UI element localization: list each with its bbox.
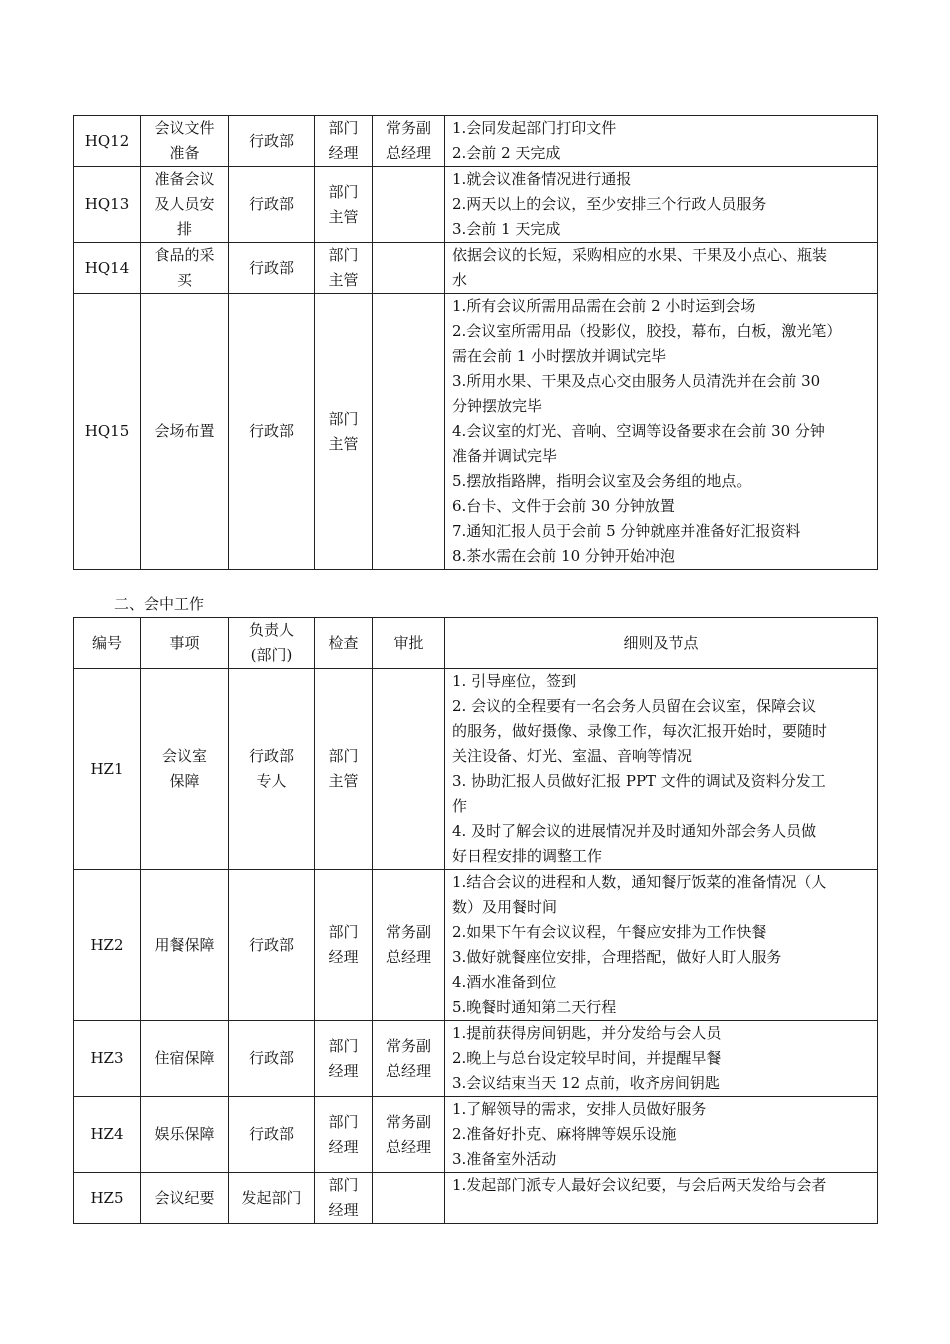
row-check: 部门 经理 (315, 1097, 373, 1173)
table-row (74, 167, 878, 243)
row-id: HZ4 (74, 1097, 141, 1173)
row-owner: 行政部 (229, 294, 315, 570)
row-approve (373, 1173, 445, 1224)
row-id: HQ14 (74, 243, 141, 294)
row-item: 用餐保障 (141, 870, 229, 1021)
row-item: 住宿保障 (141, 1021, 229, 1097)
row-details: 1.会同发起部门打印文件 2.会前 2 天完成 (445, 116, 878, 167)
row-approve: 常务副 总经理 (373, 870, 445, 1021)
row-id: HQ12 (74, 116, 141, 167)
row-item: 会场布置 (141, 294, 229, 570)
header-approve: 审批 (373, 618, 445, 669)
table-header-row (74, 618, 878, 669)
row-details: 1. 引导座位，签到 2. 会议的全程要有一名会务人员留在会议室，保障会议 的服务，做好摄像、录像工作，每次汇报开始时，要随时 关注设备、灯光、室温、音响等情况 3. 协助汇报人员做好汇报 PPT 文件的调试及资料分发工 作 4. 及时了解会议的进展情况并及时通知外部会务人员做 好日程安排的调整工作 (445, 669, 878, 870)
row-check: 部门 经理 (315, 870, 373, 1021)
table-row (74, 1173, 878, 1224)
row-item: 食品的采 买 (141, 243, 229, 294)
row-check: 部门 主管 (315, 167, 373, 243)
header-id: 编号 (74, 618, 141, 669)
section-title: 二、会中工作 (114, 595, 205, 613)
row-item: 准备会议 及人员安 排 (141, 167, 229, 243)
row-approve (373, 243, 445, 294)
row-details: 1.结合会议的进程和人数，通知餐厅饭菜的准备情况（人 数）及用餐时间 2.如果下午有会议议程，午餐应安排为工作快餐 3.做好就餐座位安排，合理搭配，做好人盯人服务 4.酒水准备到位 5.晚餐时通知第二天行程 (445, 870, 878, 1021)
in-meeting-table (73, 617, 878, 1224)
row-id: HZ1 (74, 669, 141, 870)
row-id: HQ15 (74, 294, 141, 570)
row-owner: 行政部 (229, 167, 315, 243)
table-row (74, 116, 878, 167)
row-details: 依据会议的长短，采购相应的水果、干果及小点心、瓶装 水 (445, 243, 878, 294)
row-owner: 行政部 (229, 116, 315, 167)
row-id: HQ13 (74, 167, 141, 243)
table-row (74, 1097, 878, 1173)
row-id: HZ2 (74, 870, 141, 1021)
row-approve: 常务副 总经理 (373, 116, 445, 167)
row-approve (373, 669, 445, 870)
row-details: 1.发起部门派专人最好会议纪要，与会后两天发给与会者 (445, 1173, 878, 1224)
header-owner: 负责人 (部门) (229, 618, 315, 669)
row-details: 1.了解领导的需求，安排人员做好服务 2.准备好扑克、麻将牌等娱乐设施 3.准备室外活动 (445, 1097, 878, 1173)
row-owner: 行政部 专人 (229, 669, 315, 870)
pre-meeting-table (73, 115, 878, 570)
row-details: 1.就会议准备情况进行通报 2.两天以上的会议，至少安排三个行政人员服务 3.会前 1 天完成 (445, 167, 878, 243)
table-row (74, 870, 878, 1021)
table-row (74, 1021, 878, 1097)
header-details: 细则及节点 (445, 618, 878, 669)
row-id: HZ5 (74, 1173, 141, 1224)
row-check: 部门 主管 (315, 243, 373, 294)
row-check: 部门 主管 (315, 669, 373, 870)
row-check: 部门 主管 (315, 294, 373, 570)
header-check: 检查 (315, 618, 373, 669)
row-approve (373, 167, 445, 243)
row-owner: 行政部 (229, 243, 315, 294)
row-check: 部门 经理 (315, 116, 373, 167)
row-owner: 行政部 (229, 870, 315, 1021)
row-check: 部门 经理 (315, 1173, 373, 1224)
row-owner: 行政部 (229, 1021, 315, 1097)
row-check: 部门 经理 (315, 1021, 373, 1097)
row-owner: 行政部 (229, 1097, 315, 1173)
row-item: 会议室 保障 (141, 669, 229, 870)
row-details: 1.提前获得房间钥匙，并分发给与会人员 2.晚上与总台设定较早时间，并提醒早餐 3.会议结束当天 12 点前，收齐房间钥匙 (445, 1021, 878, 1097)
table-row (74, 294, 878, 570)
table-row (74, 669, 878, 870)
row-item: 娱乐保障 (141, 1097, 229, 1173)
row-details: 1.所有会议所需用品需在会前 2 小时运到会场 2.会议室所需用品（投影仪，胶投，幕布，白板，激光笔） 需在会前 1 小时摆放并调试完毕 3.所用水果、干果及点心交由服务人员清洗并在会前 30 分钟摆放完毕 4.会议室的灯光、音响、空调等设备要求在会前 30 分钟 准备并调试完毕 5.摆放指路牌，指明会议室及会务组的地点。 6.台卡、文件于会前 30 分钟放置 7.通知汇报人员于会前 5 分钟就座并准备好汇报资料 8.茶水需在会前 10 分钟开始冲泡 (445, 294, 878, 570)
row-approve: 常务副 总经理 (373, 1021, 445, 1097)
row-owner: 发起部门 (229, 1173, 315, 1224)
row-id: HZ3 (74, 1021, 141, 1097)
header-item: 事项 (141, 618, 229, 669)
table-row (74, 243, 878, 294)
row-approve: 常务副 总经理 (373, 1097, 445, 1173)
row-item: 会议纪要 (141, 1173, 229, 1224)
row-approve (373, 294, 445, 570)
row-item: 会议文件 准备 (141, 116, 229, 167)
